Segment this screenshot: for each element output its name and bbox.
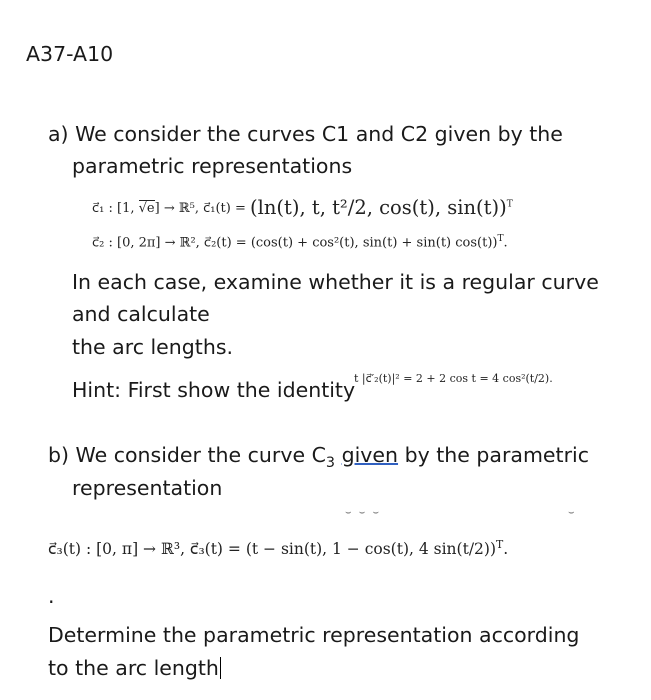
part-b-line-1 [48, 441, 589, 477]
equation-c2-period: . [503, 235, 508, 251]
equation-c3 [48, 538, 508, 558]
equation-c1-rest: ] → ℝ⁵, c⃗₁(t) = [154, 201, 251, 216]
part-a-line-3: In each case, examine whether it is a regular curve [72, 270, 599, 294]
hint-identity [354, 372, 553, 385]
equation-c1-sqrt: √e [138, 201, 155, 216]
decorative-ticks-1: ⌣ ⌣ ⌣ [345, 507, 382, 518]
problem-header: A37-A10 [26, 42, 114, 66]
part-b-subscript: 3 [325, 455, 336, 472]
equation-c2-body: c⃗₂ : [0, 2π] → ℝ², c⃗₂(t) = (cos(t) + cos²(t), sin(t) + sin(t) cos(t)) [92, 235, 498, 251]
part-b-given: given [341, 443, 399, 467]
part-b-line-1-post: by the parametric [404, 443, 589, 467]
equation-c1-transpose: T [506, 199, 513, 210]
part-b-line-4 [48, 654, 221, 682]
equation-c2-transpose: T [497, 234, 504, 244]
equation-c3-body: c⃗₃(t) : [0, π] → ℝ³, c⃗₃(t) = (t − sin(t), 1 − cos(t), 4 sin(t/2)) [48, 540, 496, 559]
equation-c1 [92, 196, 513, 219]
hint-equation: |c⃗′₂(t)|² = 2 + 2 cos t = 4 cos²(t/2). [361, 372, 553, 385]
part-a-line-5: the arc lengths. [72, 335, 234, 359]
part-b-line-1-pre: b) We consider the curve C [48, 443, 326, 467]
part-a-line-2: parametric representations [72, 154, 353, 178]
equation-c1-lhs: c⃗₁ : [1, [92, 201, 139, 216]
part-a-line-1: a) We consider the curves C1 and C2 given by the [48, 122, 563, 146]
part-b-line-2: representation [72, 476, 223, 500]
hint-text: Hint: First show the identity [72, 378, 356, 402]
equation-c3-period: . [503, 540, 509, 559]
part-a-line-4: and calculate [72, 302, 210, 326]
text-cursor [220, 657, 221, 679]
hint-t: t [354, 372, 359, 385]
part-b-line-4-text: to the arc length [48, 656, 219, 680]
stray-dot: . [48, 584, 55, 608]
decorative-ticks-2: ⌣ [568, 507, 577, 518]
part-b-line-3: Determine the parametric representation according [48, 623, 580, 647]
equation-c3-transpose: T [496, 538, 504, 551]
equation-c1-body: (ln(t), t, t²/2, cos(t), sin(t)) [250, 196, 507, 219]
equation-c2 [92, 234, 508, 250]
